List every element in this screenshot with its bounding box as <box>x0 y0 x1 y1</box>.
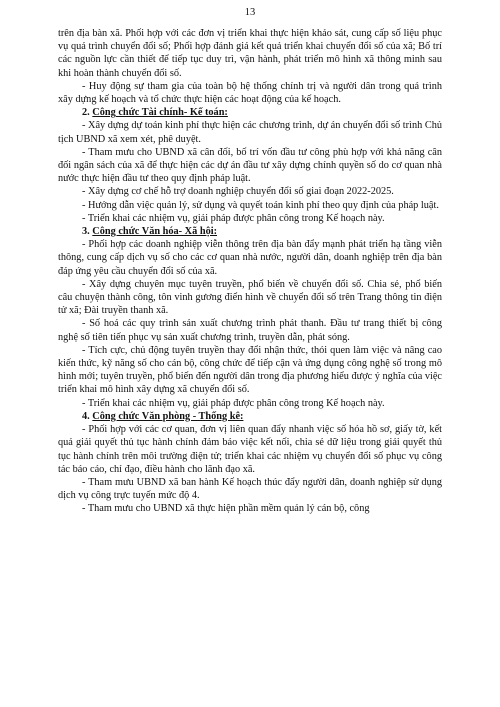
section-number: 2. <box>82 107 93 119</box>
body-paragraph: - Triển khai các nhiệm vụ, giải pháp được phân công trong Kế hoạch này. <box>82 397 385 409</box>
body-paragraph: - Huy động sự tham gia của toàn bộ hệ thống chính trị và người dân trong quá trình xây dựng kế hoạch và tổ chức thực hiện các hoạt động của kế hoạch. <box>58 80 442 106</box>
body-paragraph: trên địa bàn xã. Phối hợp với các đơn vị triển khai thực hiện khảo sát, cung cấp số liệu phục vụ quá trình chuyển đổi số; Phối hợp đánh giá kết quả triển khai chuyển đổi số của xã; Bố trí các nguồn lực cần thiết để tiếp tục duy trì, vận hành, phát triển mô hình xã thông minh sau khi hoàn thành chuyển đổi số. <box>58 28 442 79</box>
section-heading <box>58 225 442 238</box>
body-paragraph: - Xây dựng dự toán kinh phí thực hiện các chương trình, dự án chuyển đổi số trình Chủ tịch UBND xã xem xét, phê duyệt. <box>58 120 442 145</box>
section-heading <box>58 106 442 119</box>
body-paragraph: - Xây dựng chuyên mục tuyên truyền, phổ biến về chuyển đổi số. Chia sẻ, phổ biến câu chuyện thành công, tôn vinh gương điển hình về chuyển đổi số trên Trang thông tin điện tử xã; Đài truyền thanh xã. <box>58 278 442 317</box>
body-paragraph: - Tham mưu cho UBND xã cân đối, bố trí vốn đầu tư công phù hợp với khả năng cân đối ngân sách của xã để thực hiện các dự án đầu tư xây dựng chính quyền số do cơ quan nhà nước thực hiện đầu tư theo quy định pháp luật. <box>58 146 442 185</box>
body-paragraph: - Hướng dẫn việc quản lý, sử dụng và quyết toán kinh phí theo quy định của pháp luật. <box>82 199 439 211</box>
document-body <box>58 27 442 516</box>
page-number: 13 <box>244 7 256 18</box>
section-number: 3. <box>82 226 93 238</box>
body-paragraph: - Phối hợp với các cơ quan, đơn vị liên quan đẩy nhanh việc số hóa hồ sơ, giấy tờ, kết quả giải quyết thủ tục hành chính đảm bảo việc kết nối, chia sẻ dữ liệu trong giải quyết thủ tục hành chính trên môi trường điện tử; triển khai các nhiệm vụ chuyển đổi số phục vụ công tác báo cáo, chỉ đạo, điều hành cho lãnh đạo xã. <box>58 424 442 475</box>
section-title: Công chức Văn phòng - Thống kê: <box>92 410 244 422</box>
section-title: Công chức Tài chính- Kế toán: <box>92 107 228 119</box>
body-paragraph: - Phối hợp các doanh nghiệp viễn thông trên địa bàn đẩy mạnh phát triển hạ tầng viễn thông, cung cấp dịch vụ số cho các cơ quan nhà nước, người dân, doanh nghiệp trên địa bàn đáp ứng yêu cầu chuyển đổi số của xã. <box>58 239 442 277</box>
section-heading <box>58 410 442 423</box>
section-number: 4. <box>82 410 93 422</box>
body-paragraph: - Tích cực, chủ động tuyên truyền thay đổi nhận thức, thói quen làm việc và nâng cao kiến thức, kỹ năng số cho cán bộ, công chức để tiếp cận và ứng dụng công nghệ số trong mô hình mới; tuyên truyền, phổ biến đến người dân trong địa phương hiểu được ý nghĩa của việc triển khai mô hình xây dựng xã chuyển đổi số. <box>58 344 442 396</box>
body-paragraph: - Triển khai các nhiệm vụ, giải pháp được phân công trong Kế hoạch này. <box>82 212 385 224</box>
body-paragraph: - Số hoá các quy trình sản xuất chương trình phát thanh. Đầu tư trang thiết bị công nghệ số tiên tiến phục vụ sản xuất chương trình, truyền dẫn, phát sóng. <box>58 318 442 343</box>
section-title: Công chức Văn hóa- Xã hội: <box>92 226 218 238</box>
body-paragraph: - Tham mưu UBND xã ban hành Kế hoạch thúc đẩy người dân, doanh nghiệp sử dụng dịch vụ công trực tuyến mức độ 4. <box>58 476 442 502</box>
body-paragraph: - Xây dựng cơ chế hỗ trợ doanh nghiệp chuyển đổi số giai đoạn 2022-2025. <box>82 186 394 198</box>
body-paragraph: - Tham mưu cho UBND xã thực hiện phần mềm quản lý cán bộ, công <box>82 503 370 515</box>
